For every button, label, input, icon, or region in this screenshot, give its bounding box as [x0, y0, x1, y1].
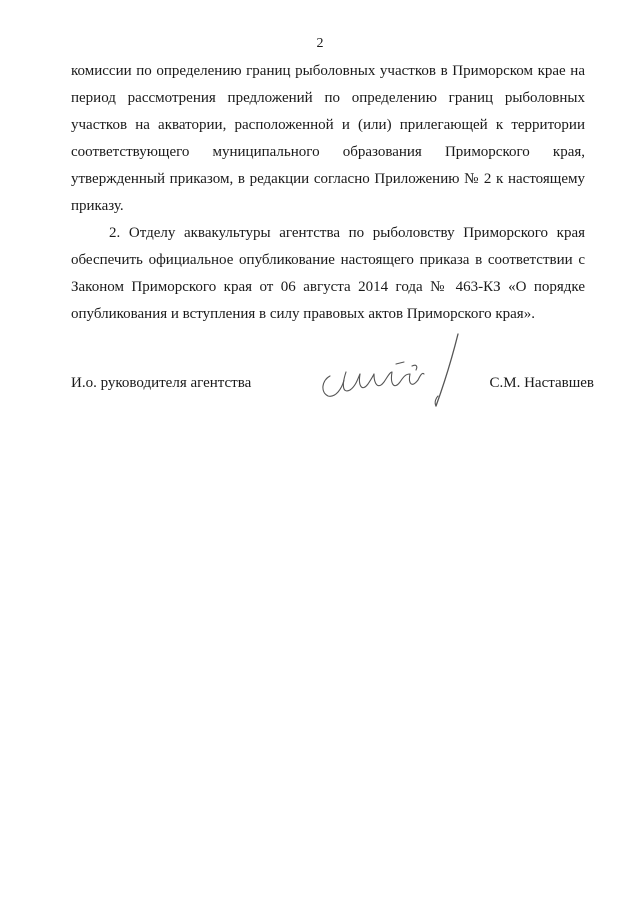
signatory-name: С.М. Наставшев [489, 375, 594, 391]
text-line: период рассмотрения предложений по определению границ рыболовных [71, 90, 585, 106]
text-line: 2. Отделу аквакультуры агентства по рыболовству Приморского края [109, 225, 585, 241]
text-line: Законом Приморского края от 06 августа 2014 года № 463-КЗ «О порядке [71, 279, 585, 295]
text-line: приказу. [71, 198, 124, 214]
signatory-title: И.о. руководителя агентства [71, 375, 252, 391]
text-line: обеспечить официальное опубликование настоящего приказа в соответствии с [71, 252, 585, 268]
text-line: опубликования и вступления в силу правовых актов Приморского края». [71, 306, 535, 322]
text-line: утвержденный приказом, в редакции согласно Приложению № 2 к настоящему [71, 171, 585, 187]
text-line: комиссии по определению границ рыболовных участков в Приморском крае на [71, 63, 585, 79]
text-line: участков на акватории, расположенной и (или) прилегающей к территории [71, 117, 585, 133]
handwritten-signature [312, 328, 472, 408]
page-number: 2 [316, 36, 324, 51]
text-line: соответствующего муниципального образования Приморского края, [71, 144, 585, 160]
